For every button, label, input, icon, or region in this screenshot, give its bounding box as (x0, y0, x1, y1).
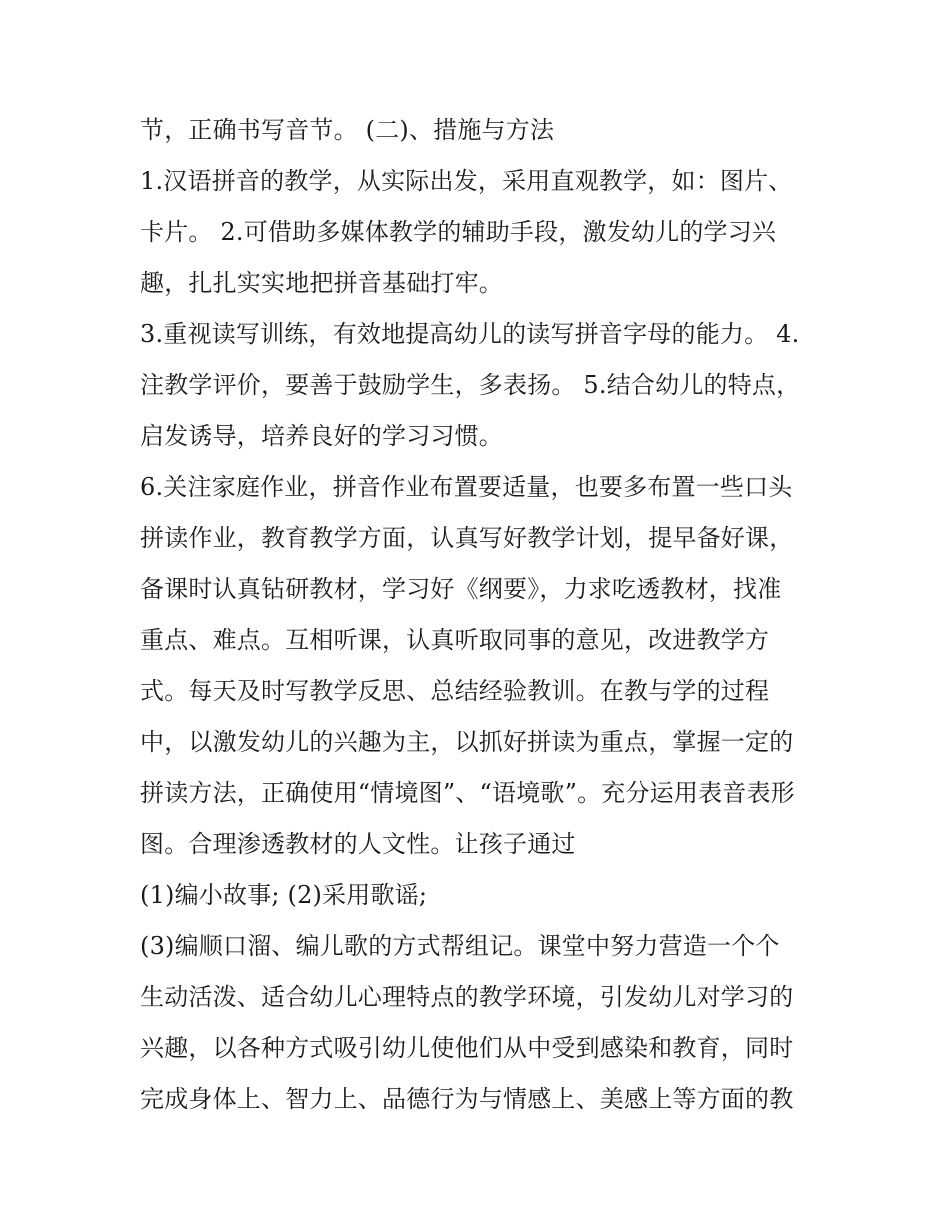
text-line: 兴趣，以各种方式吸引幼儿使他们从中受到感染和教育，同时 (140, 1034, 794, 1062)
text-line: 式。每天及时写教学反思、总结经验教训。在教与学的过程 (140, 677, 770, 705)
document-body (140, 108, 830, 1128)
text-line: 1.汉语拼音的教学，从实际出发，采用直观教学，如：图片、 (140, 167, 793, 195)
text-line: 节，正确书写音节。 (二)、措施与方法 (140, 116, 555, 144)
text-line: (1)编小故事; (2)采用歌谣; (140, 881, 428, 909)
text-line: 图。合理渗透教材的人文性。让孩子通过 (140, 830, 576, 858)
text-line: 重点、难点。互相听课，认真听取同事的意见，改进教学方 (140, 626, 770, 654)
text-line: 拼读作业，教育教学方面，认真写好教学计划，提早备好课， (140, 524, 794, 552)
text-line: 启发诱导，培养良好的学习习惯。 (140, 422, 503, 450)
text-line: 完成身体上、智力上、品德行为与情感上、美感上等方面的教 (140, 1085, 794, 1113)
text-line: 趣，扎扎实实地把拼音基础打牢。 (140, 269, 503, 297)
text-line: 6.关注家庭作业，拼音作业布置要适量，也要多布置一些口头 (140, 473, 793, 501)
text-line: 拼读方法，正确使用“情境图”、“语境歌”。充分运用表音表形 (140, 779, 795, 807)
text-line: 备课时认真钻研教材，学习好《纲要》，力求吃透教材，找准 (140, 575, 782, 603)
text-line: 中，以激发幼儿的兴趣为主，以抓好拼读为重点，掌握一定的 (140, 728, 794, 756)
text-line: 生动活泼、适合幼儿心理特点的教学环境，引发幼儿对学习的 (140, 983, 794, 1011)
text-line: 3.重视读写训练，有效地提高幼儿的读写拼音字母的能力。 4. (140, 320, 800, 348)
text-line: (3)编顺口溜、编儿歌的方式帮组记。课堂中努力营造一个个 (140, 932, 780, 960)
text-line: 注教学评价，要善于鼓励学生，多表扬。 5.结合幼儿的特点， (140, 371, 801, 399)
text-line: 卡片。 2.可借助多媒体教学的辅助手段，激发幼儿的学习兴 (140, 218, 777, 246)
